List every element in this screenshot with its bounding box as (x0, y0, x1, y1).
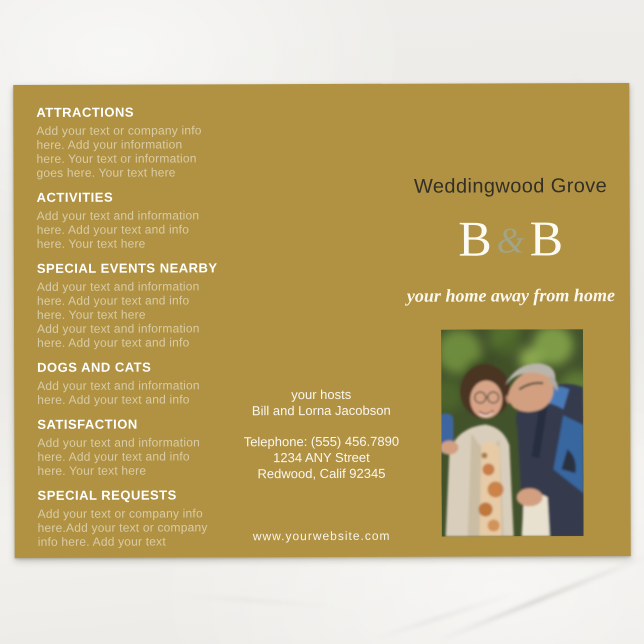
marble-vein (180, 594, 340, 607)
tagline: your home away from home (406, 285, 615, 306)
section-body: Add your text and information here. Add your text and info here. Your text here Add your text and information here. Add your text and info (36, 279, 200, 350)
business-name: Weddingwood Grove (413, 175, 608, 198)
section-body: Add your text or company info here.Add your text or company info here. Add your text (37, 506, 208, 549)
marble-vein (373, 592, 516, 640)
section-heading: ACTIVITIES (36, 189, 114, 205)
monogram-letter-left: B (458, 210, 492, 267)
section-heading: DOGS AND CATS (37, 359, 152, 375)
hosts-block (252, 387, 391, 419)
marble-vein (438, 553, 644, 642)
section-heading: SATISFACTION (37, 416, 138, 432)
section-body: Add your text and information here. Add your text and info (37, 378, 200, 407)
section-heading: SPECIAL EVENTS NEARBY (36, 260, 218, 276)
city-line: Redwood, Calif 92345 (257, 465, 386, 482)
couple-photo (441, 329, 584, 536)
section-body: Add your text and information here. Add your text and info here. Your text here (37, 435, 200, 478)
phone-line: Telephone: (555) 456.7890 (243, 433, 400, 450)
section-heading: ATTRACTIONS (36, 104, 135, 120)
street-line: 1234 ANY Street (273, 449, 370, 466)
section-heading: SPECIAL REQUESTS (37, 487, 177, 503)
section-special-requests (38, 487, 220, 549)
monogram-ampersand: & (496, 220, 525, 261)
hosts-names: Bill and Lorna Jacobson (251, 402, 391, 419)
website-url: www.yourwebsite.com (252, 528, 391, 544)
section-special-events (37, 260, 219, 350)
monogram-letter-right: B (529, 210, 564, 267)
section-body: Add your text and information here. Add your text and info here. Your text here (36, 208, 200, 251)
section-dogs-cats (37, 359, 219, 407)
section-satisfaction (37, 416, 219, 478)
bnb-monogram (458, 211, 563, 267)
couple-photo-illustration (441, 329, 584, 536)
contact-block (244, 434, 400, 482)
info-column (36, 104, 219, 559)
hosts-label: your hosts (291, 386, 352, 403)
section-body: Add your text or company info here. Add your information here. Your text or information goes here. Your text here (36, 123, 202, 180)
brochure (13, 83, 630, 558)
section-activities (37, 189, 219, 251)
section-attractions (36, 104, 218, 180)
